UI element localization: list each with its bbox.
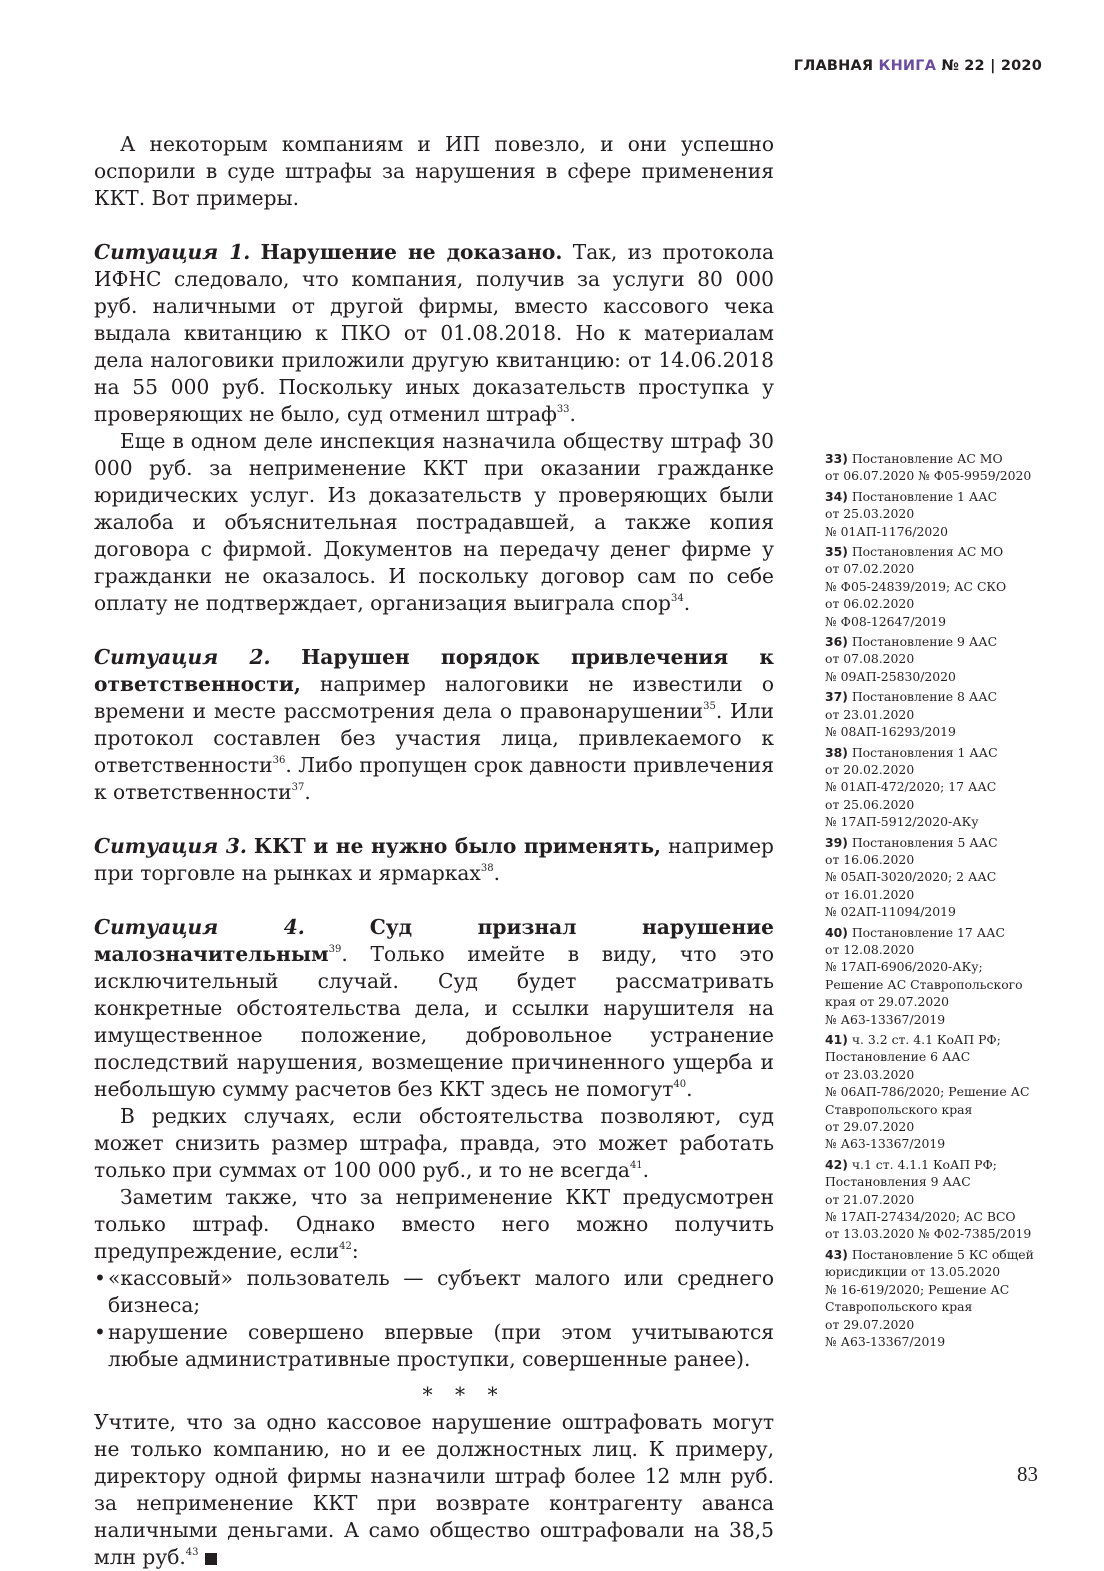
footnote	[825, 744, 1055, 831]
footnote-line: от 21.07.2020	[825, 1191, 915, 1207]
footnote-ref: 35	[703, 701, 716, 712]
footnote-ref: 37	[291, 782, 305, 793]
situation-4: Ситуация 4. Суд признал нарушение малозначительным$^{39}$. Только имейте в виду, что это исключительный случай. Суд будет рассматривать конкретные обстоятельства дела, и ссылки нарушителя на имущественное положение, добровольное устранение последствий нарушения, возмещение причиненного ущерба и небольшую сумму расчетов без ККТ здесь не помогут$^{40}$.	[94, 915, 774, 1101]
footnote-line: от 16.06.2020	[825, 851, 915, 867]
footnote-line: № 17АП-6906/2020-АКу;	[825, 959, 983, 975]
situation-4-paragraph-2: В редких случаях, если обстоятельства позволяют, суд может снизить размер штрафа, правда, это может работать только при суммах от 100 000 руб., и то не всегда$^{41}$.	[94, 1104, 774, 1182]
footnote-number: 34)	[825, 488, 848, 504]
situation-title: Нарушение не доказано.	[260, 240, 563, 264]
situation-2: Ситуация 2. Нарушен порядок привлечения к ответственности, например налоговики не известили о времени и месте рассмотрения дела о правонарушении$^{35}$. Или протокол составлен без участия лица, привлекаемого к ответственности$^{36}$. Либо пропущен срок давности привлечения к ответственности$^{37}$.	[94, 645, 775, 804]
footnote	[825, 450, 1055, 485]
article-body	[94, 131, 774, 1571]
footnote-line: Постановление 6 ААС	[825, 1049, 971, 1065]
footnote-line: 37) Постановление 8 ААС	[825, 689, 998, 705]
header-magazine-name-accent: КНИГА	[878, 58, 937, 74]
situation-4-paragraph-3: Заметим также, что за неприменение ККТ предусмотрен только штраф. Однако вместо него можно получить предупреждение, если$^{42}$:	[94, 1185, 774, 1263]
situation-3: Ситуация 3. ККТ и не нужно было применять, например при торговле на рынках и ярмарках$^{38}$.	[94, 834, 774, 885]
footnote-ref: 34	[670, 593, 684, 604]
footnote-ref: 40	[673, 1079, 687, 1090]
situation-label: Ситуация 1.	[94, 240, 251, 264]
footnote-line: № 05АП-3020/2020; 2 ААС	[825, 869, 997, 885]
footnote-line: от 07.02.2020	[825, 561, 915, 577]
footnotes-column	[825, 450, 1055, 1353]
footnote-ref: 42	[339, 1241, 352, 1252]
situation-1: Ситуация 1. Нарушение не доказано. Так, из протокола ИФНС следовало, что компания, получив за услуги 80 000 руб. наличными от другой фирмы, вместо кассового чека выдала квитанцию к ПКО от 01.08.2018. Но к материалам дела налоговики приложили другую квитанцию: от 14.06.2018 на 55 000 руб. Поскольку иных доказательств проступка у проверяющих не было, суд отменил штраф$^{33}$.	[94, 240, 774, 426]
footnote-number: 37)	[825, 689, 848, 705]
footnote-line: 42) ч.1 ст. 4.1.1 КоАП РФ;	[825, 1156, 997, 1172]
footnote-line: 38) Постановления 1 ААС	[825, 744, 998, 760]
footnote-line: 43) Постановление 5 КС общей	[825, 1246, 1034, 1262]
list-item: • «кассовый» пользователь — субъект малого или среднего бизнеса;	[94, 1265, 774, 1319]
situation-1-paragraph-2: Еще в одном деле инспекция назначила обществу штраф 30 000 руб. за неприменение ККТ при оказании гражданке юридических услуг. Из доказательств у проверяющих были жалоба и объяснительная пострадавшей, а также копия договора с фирмой. Документов на передачу денег фирме у гражданки не оказалось. И поскольку договор сам по себе оплату не подтверждает, организация выиграла спор$^{34}$.	[94, 429, 774, 615]
footnote	[825, 633, 1055, 685]
footnote-line: края от 29.07.2020	[825, 994, 950, 1010]
footnote-line: Постановления 9 ААС	[825, 1174, 971, 1190]
footnote-number: 36)	[825, 634, 848, 650]
footnote-line: от 07.08.2020	[825, 651, 915, 667]
footnote	[825, 1156, 1055, 1243]
situation-title: Нарушен порядок привлечения к ответственности,	[94, 645, 775, 696]
footnote-line: № 08АП-16293/2019	[825, 724, 956, 740]
footnote-line: № 01АП-1176/2020	[825, 523, 949, 539]
footnote-number: 35)	[825, 544, 848, 560]
footnote-number: 39)	[825, 834, 848, 850]
footnote-line: от 12.08.2020	[825, 941, 915, 957]
footnote	[825, 1031, 1055, 1153]
footnote-line: Решение АС Ставропольского	[825, 976, 1023, 992]
footnote	[825, 924, 1055, 1028]
footnote-line: № 06АП-786/2020; Решение АС	[825, 1084, 1030, 1100]
section-divider: * * *	[422, 1383, 506, 1407]
running-header	[794, 58, 1042, 74]
footnote-line: от 25.06.2020	[825, 796, 915, 812]
footnote-line: от 23.03.2020	[825, 1066, 915, 1082]
footnote	[825, 834, 1055, 921]
footnote-number: 41)	[825, 1032, 848, 1047]
footnote-number: 43)	[825, 1246, 848, 1262]
footnote-line: юрисдикции от 13.05.2020	[825, 1264, 1001, 1280]
footnote-line: 34) Постановление 1 ААС	[825, 488, 998, 504]
footnote	[825, 1246, 1055, 1350]
footnote-line: № 02АП-11094/2019	[825, 904, 956, 920]
footnote-line: от 25.03.2020	[825, 506, 915, 522]
footnote-line: № Ф05-24839/2019; АС СКО	[825, 578, 1007, 594]
footnote-line: 36) Постановление 9 ААС	[825, 634, 998, 650]
footnote-line: № 17АП-27434/2020; АС ВСО	[825, 1209, 1016, 1225]
footnote	[825, 543, 1055, 630]
footnote-line: № А63-13367/2019	[825, 1136, 946, 1152]
footnote-line: 35) Постановления АС МО	[825, 544, 1004, 560]
situation-label: Ситуация 2.	[94, 645, 271, 669]
footnote-line: 40) Постановление 17 ААС	[825, 924, 1005, 940]
list-item: • нарушение совершено впервые (при этом учитываются любые административные проступки, совершенные ранее).	[94, 1319, 774, 1373]
footnote-line: № Ф08-12647/2019	[825, 613, 947, 629]
footnote-line: 39) Постановления 5 ААС	[825, 834, 998, 850]
footnote	[825, 488, 1055, 540]
intro-paragraph: А некоторым компаниям и ИП повезло, и они успешно оспорили в суде штрафы за нарушения в сфере применения ККТ. Вот примеры.	[94, 132, 774, 210]
footnote-ref: 43	[185, 1547, 199, 1558]
footnote-line: от 16.01.2020	[825, 886, 915, 902]
footnote-line: № 09АП-25830/2020	[825, 668, 956, 684]
conditions-list	[94, 1265, 774, 1373]
footnote-ref: 41	[629, 1160, 643, 1171]
footnote-number: 40)	[825, 924, 848, 940]
footnote-ref: 36	[272, 755, 286, 766]
footnote-line: от 20.02.2020	[825, 761, 915, 777]
footnote-line: от 29.07.2020	[825, 1119, 915, 1135]
footnote-line: № 01АП-472/2020; 17 ААС	[825, 779, 997, 795]
footnote	[825, 688, 1055, 740]
footnote-ref: 33	[556, 404, 570, 415]
footnote-line: 41) ч. 3.2 ст. 4.1 КоАП РФ;	[825, 1032, 1001, 1047]
header-issue: № 22 | 2020	[941, 58, 1042, 74]
footnote-line: от 06.02.2020	[825, 596, 915, 612]
footnote-ref: 38	[480, 863, 494, 874]
footnote-line: от 29.07.2020	[825, 1316, 915, 1332]
footnote-line: Ставропольского края	[825, 1101, 973, 1117]
situation-label: Ситуация 4.	[94, 915, 305, 939]
footnote-line: № А63-13367/2019	[825, 1011, 946, 1027]
page-number: 83	[1017, 1462, 1038, 1486]
footnote-line: от 23.01.2020	[825, 706, 915, 722]
footnote-line: от 06.07.2020 № Ф05-9959/2020	[825, 468, 1032, 484]
footnote-number: 33)	[825, 451, 848, 466]
closing-paragraph: Учтите, что за одно кассовое нарушение оштрафовать могут не только компанию, но и ее должностных лиц. К примеру, директору одной фирмы назначили штраф более 12 млн руб. за неприменение ККТ при возврате контрагенту аванса наличными деньгами. А само общество оштрафовали на 38,5 млн руб.$^{43}$	[94, 1410, 774, 1569]
footnote-ref: 39	[328, 944, 342, 955]
situation-title: ККТ и не нужно было применять,	[253, 834, 662, 858]
footnote-line: № 17АП-5912/2020-АКу	[825, 814, 979, 830]
footnote-number: 38)	[825, 744, 848, 760]
footnote-line: от 13.03.2020 № Ф02-7385/2019	[825, 1226, 1032, 1242]
footnote-line: Ставропольского края	[825, 1299, 973, 1315]
situation-title: Суд признал нарушение малозначительным	[94, 915, 774, 966]
end-of-article-mark	[205, 1553, 217, 1565]
footnote-number: 42)	[825, 1156, 848, 1172]
header-magazine-name: ГЛАВНАЯ	[793, 58, 874, 74]
footnote-line: 33) Постановление АС МО	[825, 451, 1003, 466]
footnote-line: № А63-13367/2019	[825, 1333, 946, 1349]
footnote-line: № 16-619/2020; Решение АС	[825, 1281, 1010, 1297]
situation-label: Ситуация 3.	[94, 834, 247, 858]
